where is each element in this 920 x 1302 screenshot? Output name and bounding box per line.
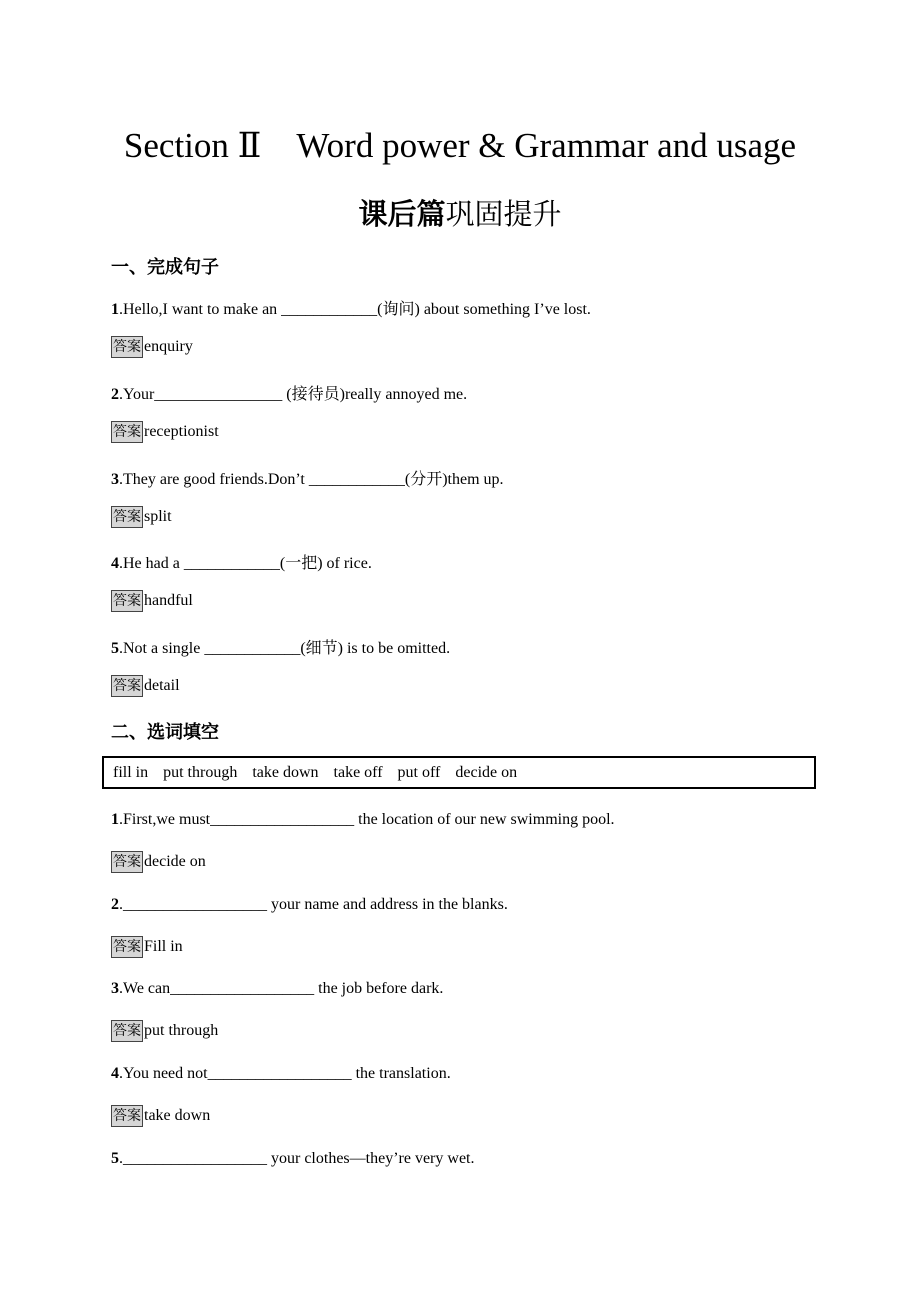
blank-answer-2: 答案 Fill in	[111, 936, 183, 958]
answer-label: 答案	[111, 1105, 143, 1127]
word-bank-item: take down	[252, 763, 319, 781]
answer-2: 答案 receptionist	[111, 421, 219, 443]
blank-question-1: 1.First,we must__________________ the location of our new swimming pool.	[111, 811, 615, 828]
answer-label: 答案	[111, 675, 143, 697]
page-subtitle	[0, 192, 920, 233]
section1-heading: 一、完成句子	[111, 257, 219, 278]
question-3: 3.They are good friends.Don’t ____________(分开)them up.	[111, 471, 504, 488]
word-bank-item: decide on	[455, 763, 518, 781]
page-title: Section Ⅱ Word power & Grammar and usage	[123, 126, 797, 165]
question-1: 1.Hello,I want to make an ____________(询问) about something I’ve lost.	[111, 301, 591, 318]
answer-1: 答案 enquiry	[111, 336, 193, 358]
blank-question-4: 4.You need not__________________ the translation.	[111, 1065, 451, 1082]
blank-question-3: 3.We can__________________ the job before dark.	[111, 980, 444, 997]
word-bank-item: put off	[397, 763, 441, 781]
blank-answer-1: 答案 decide on	[111, 851, 206, 873]
subtitle-normal: 巩固提升	[445, 199, 562, 231]
question-4: 4.He had a ____________(一把) of rice.	[111, 555, 372, 572]
answer-label: 答案	[111, 421, 143, 443]
question-2: 2.Your________________ (接待员)really annoyed me.	[111, 386, 468, 403]
answer-label: 答案	[111, 336, 143, 358]
answer-label: 答案	[111, 590, 143, 612]
answer-5: 答案 detail	[111, 675, 180, 697]
word-bank-item: take off	[333, 763, 383, 781]
subtitle-bold: 课后篇	[358, 199, 446, 231]
answer-label: 答案	[111, 851, 143, 873]
question-5: 5.Not a single ____________(细节) is to be omitted.	[111, 640, 451, 657]
section2-heading: 二、选词填空	[111, 722, 219, 743]
word-bank-item: put through	[163, 763, 238, 781]
answer-label: 答案	[111, 1020, 143, 1042]
answer-4: 答案 handful	[111, 590, 193, 612]
blank-question-2: 2.__________________ your name and address in the blanks.	[111, 896, 508, 913]
answer-3: 答案 split	[111, 506, 172, 528]
word-bank-item: fill in	[113, 763, 149, 781]
answer-label: 答案	[111, 506, 143, 528]
blank-question-5: 5.__________________ your clothes—they’re very wet.	[111, 1150, 475, 1167]
word-bank	[102, 756, 816, 789]
blank-answer-3: 答案 put through	[111, 1020, 218, 1042]
blank-answer-4: 答案 take down	[111, 1105, 210, 1127]
answer-label: 答案	[111, 936, 143, 958]
